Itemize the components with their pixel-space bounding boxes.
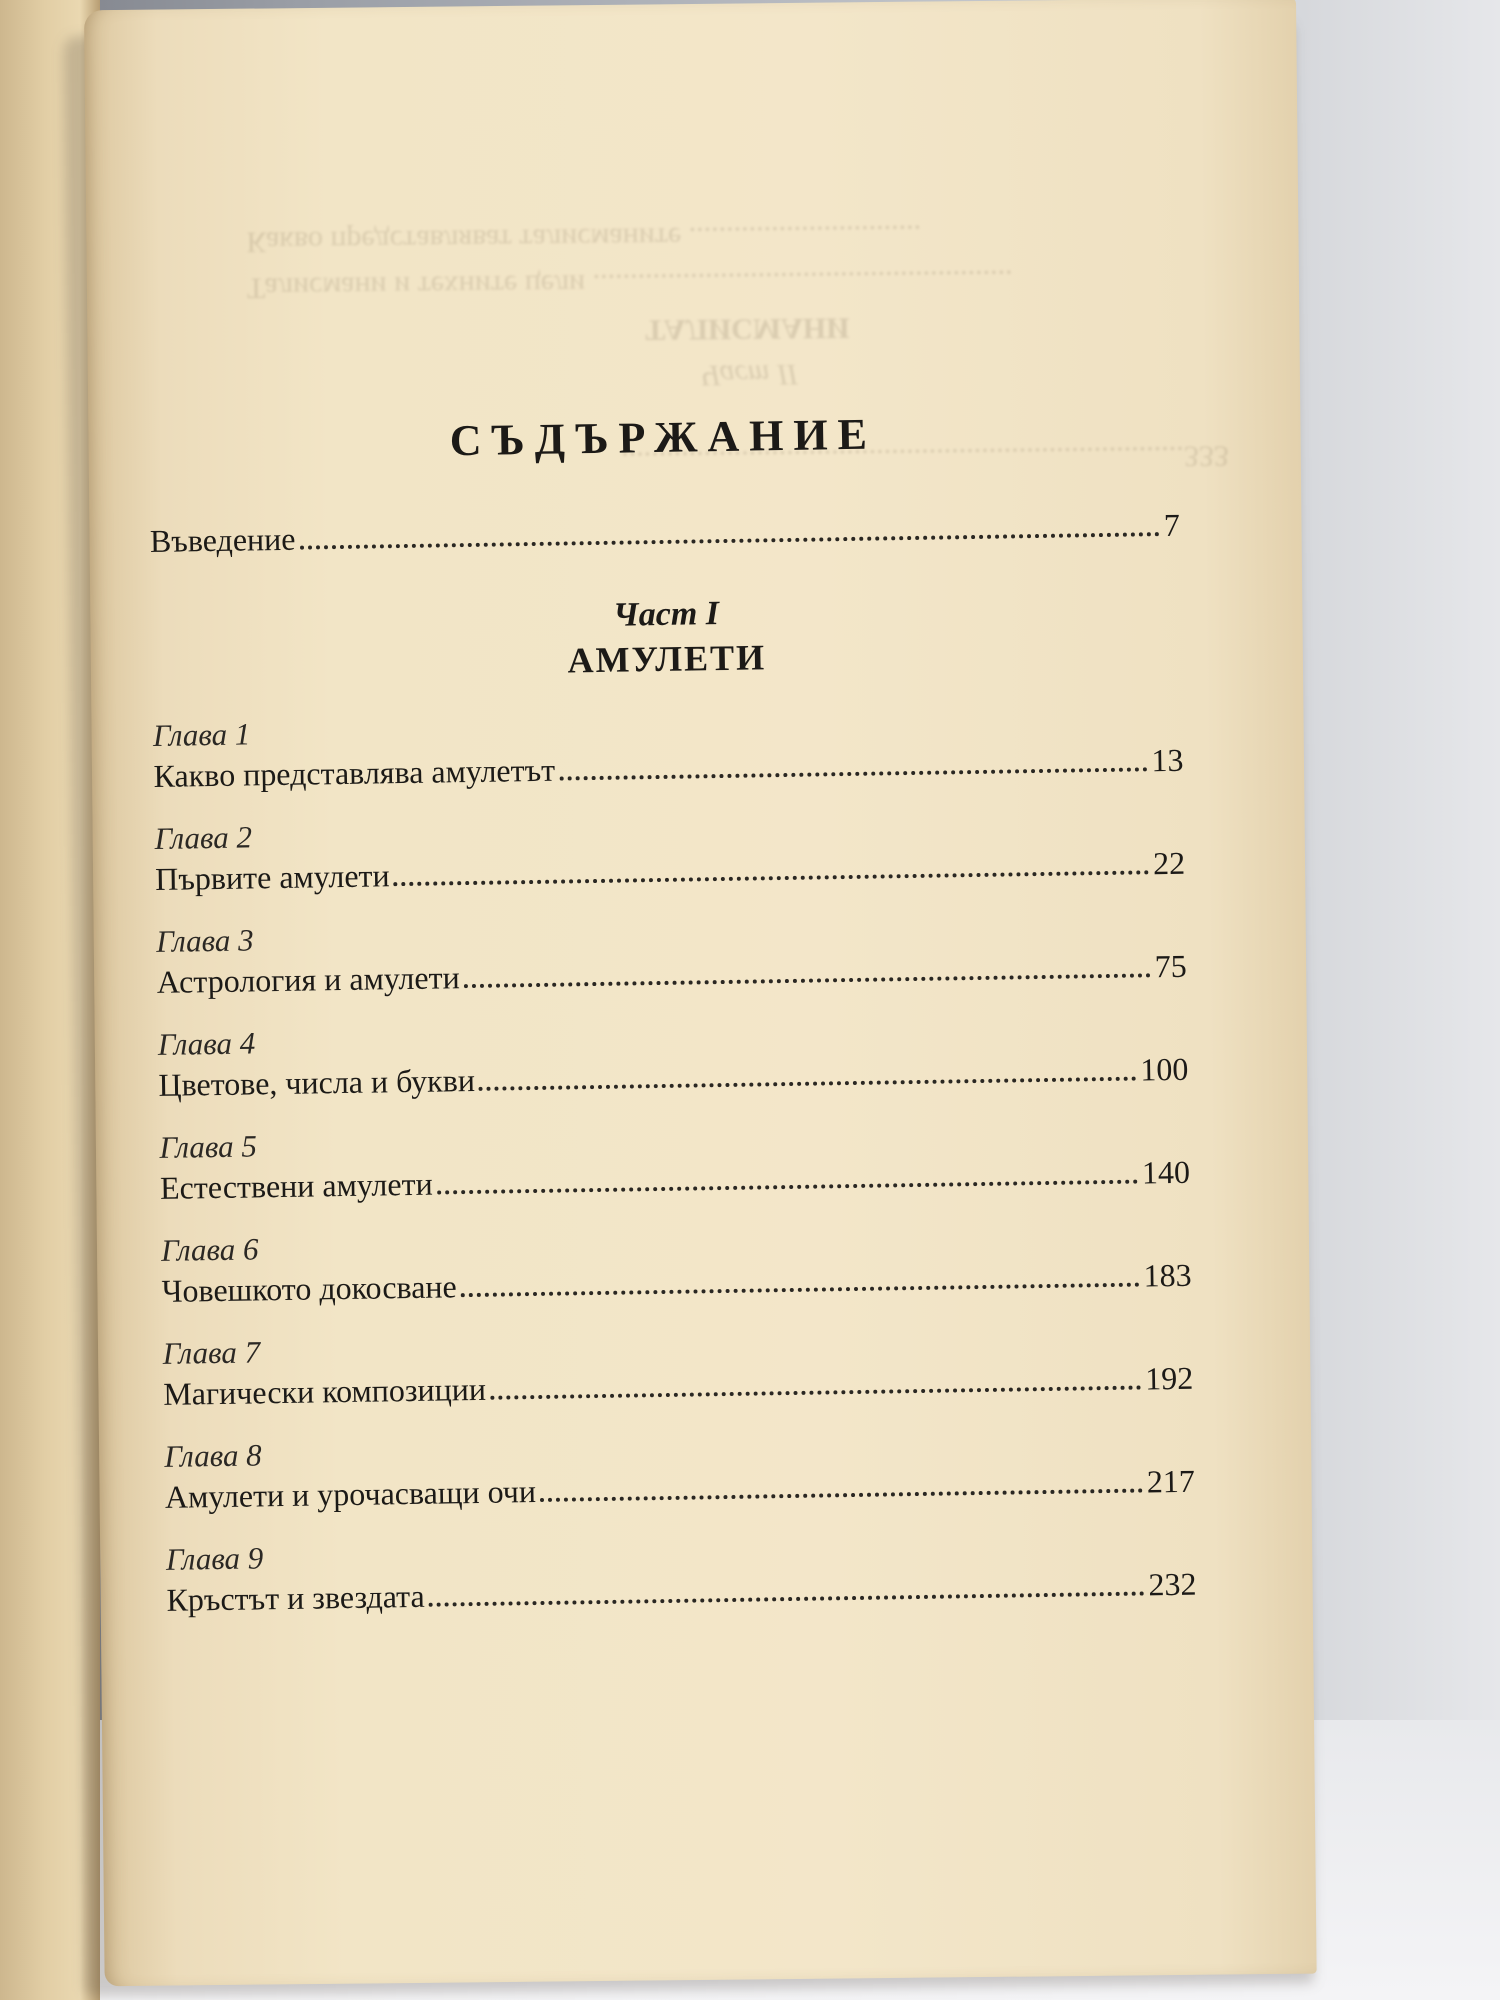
toc-entry-intro bbox=[150, 507, 1180, 560]
table-of-contents bbox=[148, 404, 1197, 1645]
toc-page-number: 22 bbox=[1152, 844, 1186, 882]
toc-page-number: 232 bbox=[1148, 1565, 1197, 1603]
chapter-label: Глава 6 bbox=[160, 1231, 259, 1268]
chapter-title: Цветове, числа и букви bbox=[158, 1061, 476, 1103]
dot-leader bbox=[437, 1180, 1138, 1195]
chapter-title: Естествени амулети bbox=[159, 1165, 433, 1206]
chapter-title: Астрология и амулети bbox=[156, 959, 460, 1000]
dot-leader bbox=[490, 1386, 1141, 1400]
toc-chapter bbox=[154, 805, 1185, 898]
part-label: Част I bbox=[612, 595, 720, 634]
part-title: АМУЛЕТИ bbox=[567, 637, 767, 681]
toc-chapter bbox=[159, 1114, 1190, 1207]
dot-leader bbox=[394, 870, 1150, 886]
toc-page-number: 183 bbox=[1143, 1256, 1192, 1294]
chapter-label: Глава 9 bbox=[165, 1540, 264, 1577]
toc-page-number: 192 bbox=[1144, 1359, 1194, 1397]
toc-chapter bbox=[161, 1217, 1192, 1310]
dot-leader bbox=[461, 1283, 1140, 1298]
toc-title: СЪДЪРЖАНИЕ bbox=[449, 409, 878, 466]
toc-page-number: 75 bbox=[1154, 947, 1187, 985]
part-heading bbox=[151, 588, 1182, 688]
chapter-title: Магически композиции bbox=[163, 1370, 487, 1412]
toc-chapter bbox=[158, 1011, 1189, 1104]
dot-leader bbox=[540, 1489, 1143, 1502]
show-through-line: Част II bbox=[698, 357, 798, 392]
dot-leader bbox=[300, 532, 1160, 550]
dot-leader bbox=[464, 973, 1151, 988]
toc-page-number: 13 bbox=[1151, 741, 1184, 779]
chapter-title: Първите амулети bbox=[154, 857, 390, 897]
chapter-title: Амулети и урочасващи очи bbox=[164, 1473, 537, 1515]
chapter-label: Глава 3 bbox=[155, 922, 254, 959]
show-through-line: ТАЛИСМАНИ bbox=[645, 311, 850, 347]
chapter-label: Глава 1 bbox=[152, 716, 251, 753]
toc-chapter bbox=[153, 702, 1184, 795]
show-through-line: Какво представляват талисманите ............................... bbox=[246, 218, 922, 259]
toc-chapter bbox=[156, 908, 1187, 1001]
chapter-title: Кръстът и звездата bbox=[166, 1577, 425, 1618]
chapter-label: Глава 7 bbox=[162, 1334, 261, 1371]
chapter-label: Глава 2 bbox=[154, 819, 253, 856]
dot-leader bbox=[479, 1077, 1136, 1091]
toc-entry-title: Въведение bbox=[149, 520, 296, 559]
show-through-line: Талисмани и техните цели ........................................................ bbox=[246, 263, 1013, 305]
toc-page-number: 217 bbox=[1146, 1462, 1196, 1500]
chapter-title: Какво представлява амулетът bbox=[153, 751, 556, 794]
show-through-line: ...........................................................................333 bbox=[621, 439, 1229, 479]
chapter-label: Глава 5 bbox=[159, 1128, 258, 1165]
dot-leader bbox=[559, 767, 1147, 780]
toc-chapter bbox=[164, 1423, 1195, 1516]
toc-page-number: 7 bbox=[1163, 506, 1181, 544]
toc-page-number: 100 bbox=[1140, 1050, 1189, 1088]
toc-page-number: 140 bbox=[1141, 1153, 1191, 1191]
chapter-title: Човешкото докосване bbox=[161, 1268, 457, 1309]
dot-leader bbox=[429, 1591, 1145, 1606]
chapter-label: Глава 8 bbox=[164, 1437, 262, 1474]
toc-chapter bbox=[162, 1320, 1193, 1413]
chapter-label: Глава 4 bbox=[157, 1025, 256, 1062]
toc-chapter bbox=[166, 1526, 1197, 1619]
